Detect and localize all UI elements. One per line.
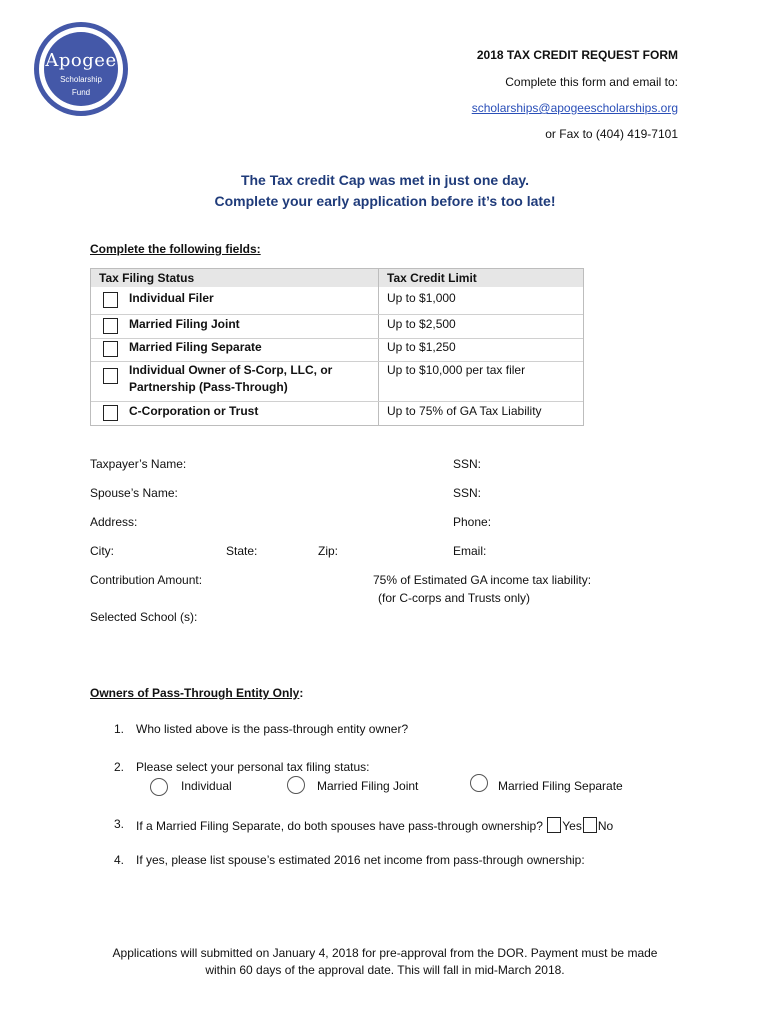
yes-label: Yes <box>562 819 582 833</box>
question-4-text: If yes, please list spouse’s estimated 2016 net income from pass-through ownership: <box>136 853 585 867</box>
notice-line-2: Complete your early application before it’s too late! <box>214 193 556 209</box>
logo-subtitle-1: Scholarship <box>60 75 102 84</box>
pass-through-title-colon: : <box>299 686 304 700</box>
logo-name: Apogee <box>45 50 117 71</box>
limit-pass-through-owner: Up to $10,000 per tax filer <box>387 363 526 377</box>
apogee-logo <box>34 22 128 116</box>
email-link[interactable]: scholarships@apogeescholarships.org <box>471 101 678 115</box>
no-label: No <box>597 819 614 833</box>
checkbox-individual-filer[interactable] <box>103 292 118 308</box>
fax-number: or Fax to (404) 419-7101 <box>545 127 678 141</box>
fields-title: Complete the following fields: <box>90 242 261 256</box>
selected-school-label[interactable]: Selected School (s): <box>90 610 198 624</box>
taxpayer-name-label[interactable]: Taxpayer’s Name: <box>90 457 187 471</box>
question-1-text: Who listed above is the pass-through entity owner? <box>136 722 409 736</box>
question-1-number: 1. <box>114 722 125 736</box>
status-pass-through-owner: Individual Owner of S-Corp, LLC, or Partnership (Pass-Through) <box>129 363 333 394</box>
limit-married-filing-separate: Up to $1,250 <box>387 340 456 354</box>
logo-badge <box>44 32 118 106</box>
pass-through-title <box>90 686 303 700</box>
header-tax-credit-limit: Tax Credit Limit <box>387 271 477 285</box>
footer-line-2: within 60 days of the approval date. This will fall in mid-March 2018. <box>205 963 565 977</box>
question-3-text: If a Married Filing Separate, do both spouses have pass-through ownership? <box>136 819 543 833</box>
zip-label[interactable]: Zip: <box>318 544 339 558</box>
question-3 <box>114 817 614 833</box>
question-2 <box>114 760 370 774</box>
email-instruction: Complete this form and email to: <box>505 75 678 89</box>
limit-individual-filer: Up to $1,000 <box>387 291 456 305</box>
question-2-number: 2. <box>114 760 125 774</box>
footer-line-1: Applications will submitted on January 4, 2018 for pre-approval from the DOR. Payment must be made <box>112 946 658 960</box>
limit-c-corporation-trust: Up to 75% of GA Tax Liability <box>387 404 542 418</box>
radio-individual[interactable] <box>150 778 168 796</box>
spouse-ssn-label[interactable]: SSN: <box>453 486 482 500</box>
no-checkbox[interactable] <box>583 817 597 833</box>
question-3-number: 3. <box>114 817 125 831</box>
logo-subtitle-2: Fund <box>71 88 91 97</box>
phone-label[interactable]: Phone: <box>453 515 492 529</box>
header-tax-filing-status: Tax Filing Status <box>99 271 195 285</box>
city-label[interactable]: City: <box>90 544 114 558</box>
question-4 <box>114 853 585 867</box>
status-married-filing-separate: Married Filing Separate <box>129 340 262 354</box>
radio-married-filing-joint-label: Married Filing Joint <box>317 779 419 793</box>
row-divider <box>91 314 583 315</box>
form-title: 2018 TAX CREDIT REQUEST FORM <box>476 48 678 62</box>
question-2-text: Please select your personal tax filing status: <box>136 760 370 774</box>
tax-filing-table <box>90 268 584 426</box>
ga-liability-label[interactable]: 75% of Estimated GA income tax liability: <box>373 573 592 587</box>
email-label[interactable]: Email: <box>453 544 487 558</box>
limit-married-filing-joint: Up to $2,500 <box>387 317 456 331</box>
ga-liability-note: (for C-corps and Trusts only) <box>378 591 531 605</box>
radio-married-filing-separate-label: Married Filing Separate <box>498 779 623 793</box>
address-label[interactable]: Address: <box>90 515 138 529</box>
status-married-filing-joint: Married Filing Joint <box>129 317 240 331</box>
checkbox-married-filing-separate[interactable] <box>103 341 118 357</box>
contribution-amount-label[interactable]: Contribution Amount: <box>90 573 203 587</box>
status-individual-filer: Individual Filer <box>129 291 214 305</box>
radio-individual-label: Individual <box>181 779 232 793</box>
row-divider <box>91 401 583 402</box>
status-c-corporation-trust: C-Corporation or Trust <box>129 404 259 418</box>
question-1 <box>114 722 409 736</box>
question-3-line <box>136 817 613 833</box>
taxpayer-ssn-label[interactable]: SSN: <box>453 457 482 471</box>
pass-through-title-text: Owners of Pass-Through Entity Only <box>90 686 300 700</box>
radio-married-filing-separate[interactable] <box>470 774 488 792</box>
yes-checkbox[interactable] <box>547 817 561 833</box>
radio-married-filing-joint[interactable] <box>287 776 305 794</box>
checkbox-c-corporation-trust[interactable] <box>103 405 118 421</box>
spouse-name-label[interactable]: Spouse’s Name: <box>90 486 178 500</box>
checkbox-pass-through-owner[interactable] <box>103 368 118 384</box>
notice-line-1: The Tax credit Cap was met in just one day. <box>240 172 530 188</box>
question-4-number: 4. <box>114 853 125 867</box>
checkbox-married-filing-joint[interactable] <box>103 318 118 334</box>
state-label[interactable]: State: <box>226 544 258 558</box>
